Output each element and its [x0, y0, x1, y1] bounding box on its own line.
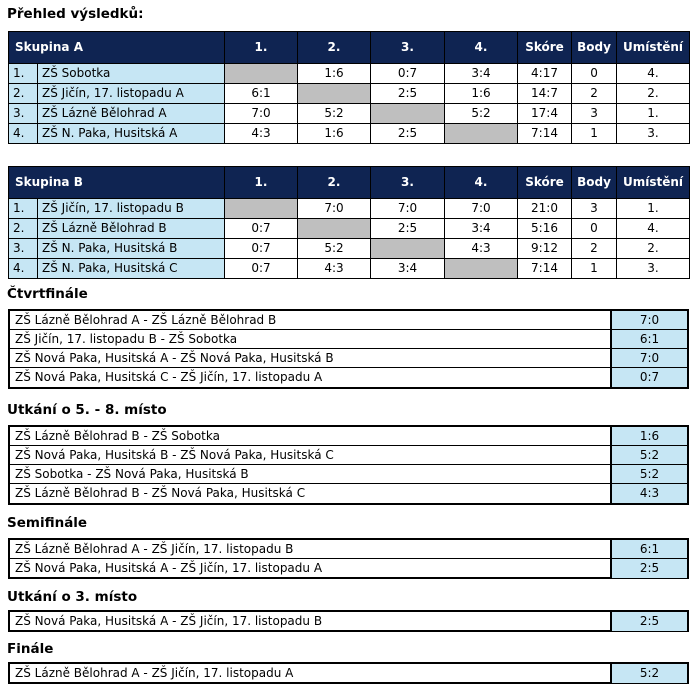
result-cell: 5:2: [298, 239, 371, 259]
place-cell: 4.: [617, 64, 690, 84]
result-cell: 0:7: [225, 239, 298, 259]
header-score: Skóre: [518, 32, 572, 64]
result-cell: 3:4: [445, 219, 518, 239]
points-cell: 0: [572, 64, 617, 84]
quarterfinals-title: Čtvrtfinále: [7, 286, 88, 302]
team-name: ZŠ N. Paka, Husitská B: [38, 239, 225, 259]
row-number: 2.: [9, 84, 38, 104]
row-number: 2.: [9, 219, 38, 239]
match-row: [10, 465, 687, 484]
match-row: [10, 368, 687, 387]
result-cell: 3:4: [371, 259, 445, 279]
header-col-4: 4.: [445, 32, 518, 64]
points-cell: 1: [572, 124, 617, 144]
match-teams: ZŠ Nová Paka, Husitská A - ZŠ Jičín, 17. listopadu B: [15, 614, 323, 628]
places-5-8-title: Utkání o 5. - 8. místo: [7, 402, 167, 418]
result-cell: 0:7: [225, 219, 298, 239]
result-cell: [371, 104, 445, 124]
match-teams: ZŠ Jičín, 17. listopadu B - ZŠ Sobotka: [15, 332, 238, 346]
result-cell: 0:7: [371, 64, 445, 84]
score-cell: 9:12: [518, 239, 572, 259]
table-row: [9, 239, 690, 259]
result-cell: 5:2: [298, 104, 371, 124]
row-number: 1.: [9, 64, 38, 84]
header-points: Body: [572, 32, 617, 64]
match-teams: ZŠ Nová Paka, Husitská B - ZŠ Nová Paka, Husitská C: [15, 448, 334, 462]
row-number: 4.: [9, 124, 38, 144]
result-cell: 2:5: [371, 124, 445, 144]
result-cell: 1:6: [445, 84, 518, 104]
match-teams: ZŠ Nová Paka, Husitská A - ZŠ Nová Paka, Husitská B: [15, 351, 334, 365]
result-cell: [225, 64, 298, 84]
result-cell: 7:0: [225, 104, 298, 124]
points-cell: 1: [572, 259, 617, 279]
result-cell: [225, 199, 298, 219]
score-cell: 17:4: [518, 104, 572, 124]
table-row: [9, 124, 690, 144]
group-b-title: Skupina B: [9, 167, 225, 199]
header-place: Umístění: [617, 167, 690, 199]
match-row: [10, 446, 687, 465]
result-cell: 4:3: [298, 259, 371, 279]
result-cell: [445, 259, 518, 279]
result-cell: 1:6: [298, 124, 371, 144]
team-name: ZŠ Lázně Bělohrad A: [38, 104, 225, 124]
team-name: ZŠ Jičín, 17. listopadu B: [38, 199, 225, 219]
semifinals-title: Semifinále: [7, 515, 88, 531]
place-cell: 3.: [617, 259, 690, 279]
points-cell: 2: [572, 239, 617, 259]
table-row: [9, 259, 690, 279]
match-score: 5:2: [610, 664, 687, 683]
match-row: [10, 484, 687, 503]
group-a-header-row: [9, 32, 690, 64]
result-cell: 7:0: [371, 199, 445, 219]
match-score: 2:5: [610, 559, 687, 578]
match-teams: ZŠ Lázně Bělohrad A - ZŠ Lázně Bělohrad B: [15, 313, 277, 327]
header-col-4: 4.: [445, 167, 518, 199]
header-place: Umístění: [617, 32, 690, 64]
match-teams: ZŠ Sobotka - ZŠ Nová Paka, Husitská B: [15, 467, 249, 481]
score-cell: 5:16: [518, 219, 572, 239]
match-score: 2:5: [610, 612, 687, 631]
score-cell: 7:14: [518, 259, 572, 279]
result-cell: 1:6: [298, 64, 371, 84]
table-row: [9, 64, 690, 84]
row-number: 1.: [9, 199, 38, 219]
result-cell: 3:4: [445, 64, 518, 84]
places-5-8-table: [8, 425, 689, 505]
header-score: Skóre: [518, 167, 572, 199]
table-row: [9, 104, 690, 124]
quarterfinals-table: [8, 309, 689, 389]
result-cell: 4:3: [225, 124, 298, 144]
match-teams: ZŠ Nová Paka, Husitská A - ZŠ Jičín, 17. listopadu A: [15, 561, 323, 575]
header-col-2: 2.: [298, 167, 371, 199]
score-cell: 21:0: [518, 199, 572, 219]
match-row: [10, 612, 687, 631]
points-cell: 3: [572, 199, 617, 219]
match-row: [10, 349, 687, 368]
third-place-title: Utkání o 3. místo: [7, 589, 138, 605]
header-col-3: 3.: [371, 167, 445, 199]
score-cell: 14:7: [518, 84, 572, 104]
place-cell: 4.: [617, 219, 690, 239]
group-b-header-row: [9, 167, 690, 199]
group-a-title: Skupina A: [9, 32, 225, 64]
header-points: Body: [572, 167, 617, 199]
match-score: 5:2: [610, 446, 687, 464]
match-teams: ZŠ Lázně Bělohrad B - ZŠ Nová Paka, Husitská C: [15, 486, 306, 500]
match-teams: ZŠ Lázně Bělohrad A - ZŠ Jičín, 17. listopadu A: [15, 666, 294, 680]
match-score: 5:2: [610, 465, 687, 483]
result-cell: 4:3: [445, 239, 518, 259]
points-cell: 0: [572, 219, 617, 239]
match-score: 0:7: [610, 368, 687, 387]
match-score: 6:1: [610, 540, 687, 558]
match-teams: ZŠ Nová Paka, Husitská C - ZŠ Jičín, 17. listopadu A: [15, 370, 323, 384]
team-name: ZŠ N. Paka, Husitská A: [38, 124, 225, 144]
match-row: [10, 540, 687, 559]
team-name: ZŠ Lázně Bělohrad B: [38, 219, 225, 239]
team-name: ZŠ Sobotka: [38, 64, 225, 84]
result-cell: 6:1: [225, 84, 298, 104]
match-teams: ZŠ Lázně Bělohrad B - ZŠ Sobotka: [15, 429, 220, 443]
points-cell: 2: [572, 84, 617, 104]
final-title: Finále: [7, 641, 54, 657]
result-cell: [445, 124, 518, 144]
group-a-table: [8, 31, 690, 144]
match-teams: ZŠ Lázně Bělohrad A - ZŠ Jičín, 17. listopadu B: [15, 542, 294, 556]
match-score: 7:0: [610, 349, 687, 367]
place-cell: 2.: [617, 239, 690, 259]
row-number: 3.: [9, 104, 38, 124]
header-col-1: 1.: [225, 32, 298, 64]
match-score: 6:1: [610, 330, 687, 348]
result-cell: 2:5: [371, 84, 445, 104]
place-cell: 1.: [617, 104, 690, 124]
team-name: ZŠ Jičín, 17. listopadu A: [38, 84, 225, 104]
match-score: 1:6: [610, 427, 687, 445]
match-score: 7:0: [610, 311, 687, 329]
final-table: [8, 662, 689, 684]
result-cell: [298, 219, 371, 239]
place-cell: 3.: [617, 124, 690, 144]
place-cell: 2.: [617, 84, 690, 104]
semifinals-table: [8, 538, 689, 579]
match-row: [10, 664, 687, 683]
header-col-3: 3.: [371, 32, 445, 64]
place-cell: 1.: [617, 199, 690, 219]
table-row: [9, 199, 690, 219]
score-cell: 7:14: [518, 124, 572, 144]
result-cell: 0:7: [225, 259, 298, 279]
match-score: 4:3: [610, 484, 687, 503]
result-cell: 7:0: [298, 199, 371, 219]
row-number: 3.: [9, 239, 38, 259]
result-cell: 2:5: [371, 219, 445, 239]
table-row: [9, 219, 690, 239]
row-number: 4.: [9, 259, 38, 279]
points-cell: 3: [572, 104, 617, 124]
group-b-table: [8, 166, 690, 279]
result-cell: 7:0: [445, 199, 518, 219]
header-col-1: 1.: [225, 167, 298, 199]
team-name: ZŠ N. Paka, Husitská C: [38, 259, 225, 279]
table-row: [9, 84, 690, 104]
match-row: [10, 427, 687, 446]
result-cell: [371, 239, 445, 259]
header-col-2: 2.: [298, 32, 371, 64]
third-place-table: [8, 610, 689, 632]
page-title: Přehled výsledků:: [7, 6, 144, 22]
result-cell: 5:2: [445, 104, 518, 124]
score-cell: 4:17: [518, 64, 572, 84]
match-row: [10, 311, 687, 330]
result-cell: [298, 84, 371, 104]
match-row: [10, 559, 687, 578]
match-row: [10, 330, 687, 349]
